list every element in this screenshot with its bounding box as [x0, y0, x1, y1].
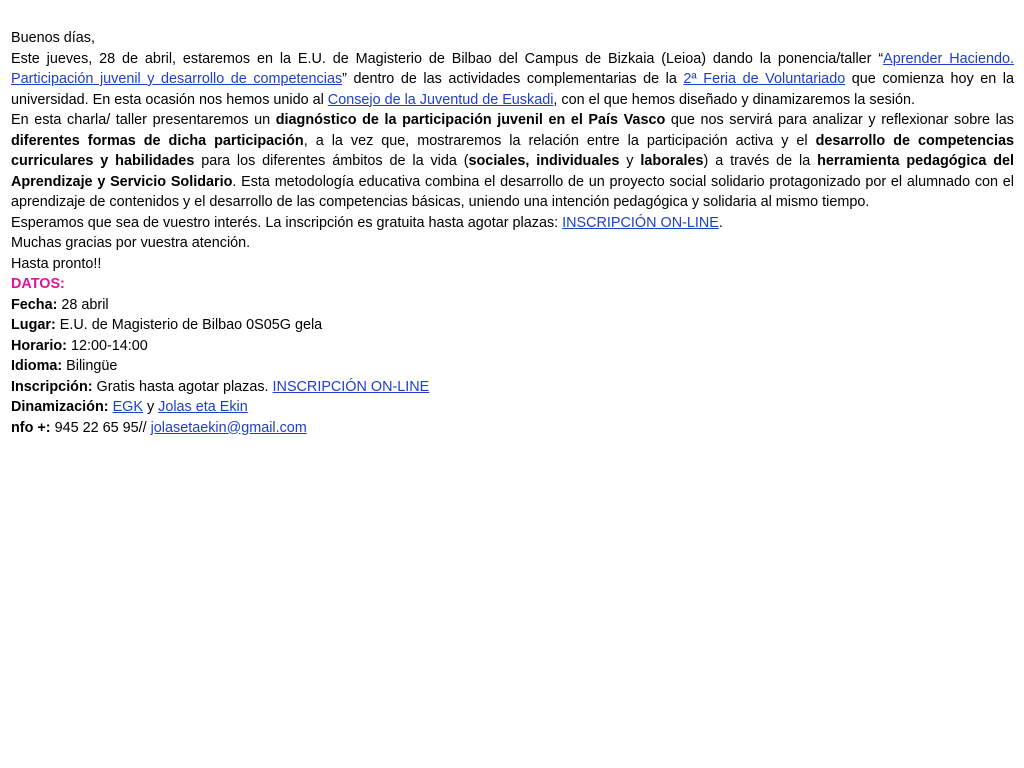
desc-text-5: y [619, 153, 641, 169]
idioma-label: Idioma: [11, 358, 63, 374]
fecha-value: 28 abril [57, 296, 109, 313]
lugar-value: E.U. de Magisterio de Bilbao 0S05G gela [55, 317, 323, 333]
desc-bold-6: herramienta pedagógica del Aprendizaje y Servicio Solidario [11, 153, 1014, 190]
dinamizacion-sep-2: y [142, 399, 159, 415]
inscripcion-online-link-2[interactable]: INSCRIPCIÓN ON-LINE [272, 378, 430, 395]
registration-paragraph [11, 213, 1014, 234]
fecha-row [11, 295, 1014, 316]
info-row [11, 418, 1014, 439]
desc-text-7: . Esta metodología educativa combina el desarrollo de un proyecto social solidario protagonizado por el alumnado con el aprendizaje de contenidos y el desarrollo de las competencias básicas, uniendo una intención pedagógica y solidaria al mismo tiempo. [11, 173, 1014, 210]
goodbye-line: Hasta pronto!! [11, 255, 102, 272]
intro-paragraph [11, 49, 1014, 111]
inscripcion-online-link[interactable]: INSCRIPCIÓN ON-LINE [562, 214, 719, 231]
thanks-line: Muchas gracias por vuestra atención. [11, 235, 251, 251]
egk-link[interactable]: EGK [112, 399, 143, 415]
desc-bold-5: laborales [640, 153, 704, 169]
desc-bold-2: diferentes formas de dicha participación [11, 132, 304, 149]
dinamizacion-row [11, 397, 1014, 418]
registration-end: . [718, 214, 723, 231]
desc-text-2: que nos servirá para analizar y reflexionar sobre las [665, 112, 1014, 128]
desc-bold-3: desarrollo de competencias curriculares y habilidades [11, 132, 1014, 169]
dinamizacion-label: Dinamización: [11, 399, 109, 415]
desc-text-3: , a la vez que, mostraremos la relación entre la participación activa y el [303, 132, 816, 149]
horario-row [11, 336, 1014, 357]
horario-value: 12:00-14:00 [66, 337, 148, 354]
idioma-value: Bilingüe [62, 358, 118, 374]
aprender-haciendo-link[interactable]: Aprender Haciendo. Participación juvenil y desarrollo de competencias [11, 50, 1014, 87]
lugar-row [11, 315, 1014, 336]
info-label: nfo +: [11, 419, 51, 436]
desc-bold-1: diagnóstico de la participación juvenil en el País Vasco [275, 112, 666, 128]
desc-text-4: para los diferentes ámbitos de la vida ( [194, 153, 469, 169]
intro-text-4: , con el que hemos diseñado y dinamizaremos la sesión. [553, 91, 915, 108]
inscripcion-row [11, 377, 1014, 398]
inscripcion-value: Gratis hasta agotar plazas. [92, 378, 273, 395]
intro-text-2: ” dentro de las actividades complementarias de la [342, 71, 684, 87]
document-body [11, 28, 1014, 438]
intro-text-1: Este jueves, 28 de abril, estaremos en la E.U. de Magisterio de Bilbao del Campus de Bizkaia (Leioa) dando la ponencia/taller “ [11, 50, 884, 67]
inscripcion-label: Inscripción: [11, 378, 93, 395]
greeting: Buenos días, [11, 30, 96, 46]
idioma-row [11, 356, 1014, 377]
jolas-eta-ekin-link[interactable]: Jolas eta Ekin [158, 399, 248, 415]
description-paragraph [11, 110, 1014, 213]
email-link[interactable]: jolasetaekin@gmail.com [150, 419, 307, 436]
intro-text-3: que comienza hoy en la universidad. En esta ocasión nos hemos unido al [11, 71, 1014, 108]
consejo-juventud-link[interactable]: Consejo de la Juventud de Euskadi [327, 91, 554, 108]
feria-voluntariado-link[interactable]: 2ª Feria de Voluntariado [683, 71, 846, 87]
info-phone: 945 22 65 95// [50, 419, 151, 436]
registration-text: Esperamos que sea de vuestro interés. La inscripción es gratuita hasta agotar plazas: [11, 214, 563, 231]
lugar-label: Lugar: [11, 317, 56, 333]
datos-heading: DATOS: [11, 276, 65, 292]
desc-bold-4: sociales, individuales [468, 153, 620, 169]
desc-text-6: ) a través de la [703, 153, 818, 169]
fecha-label: Fecha: [11, 296, 58, 313]
horario-label: Horario: [11, 337, 67, 354]
desc-text-1: En esta charla/ taller presentaremos un [11, 112, 276, 128]
